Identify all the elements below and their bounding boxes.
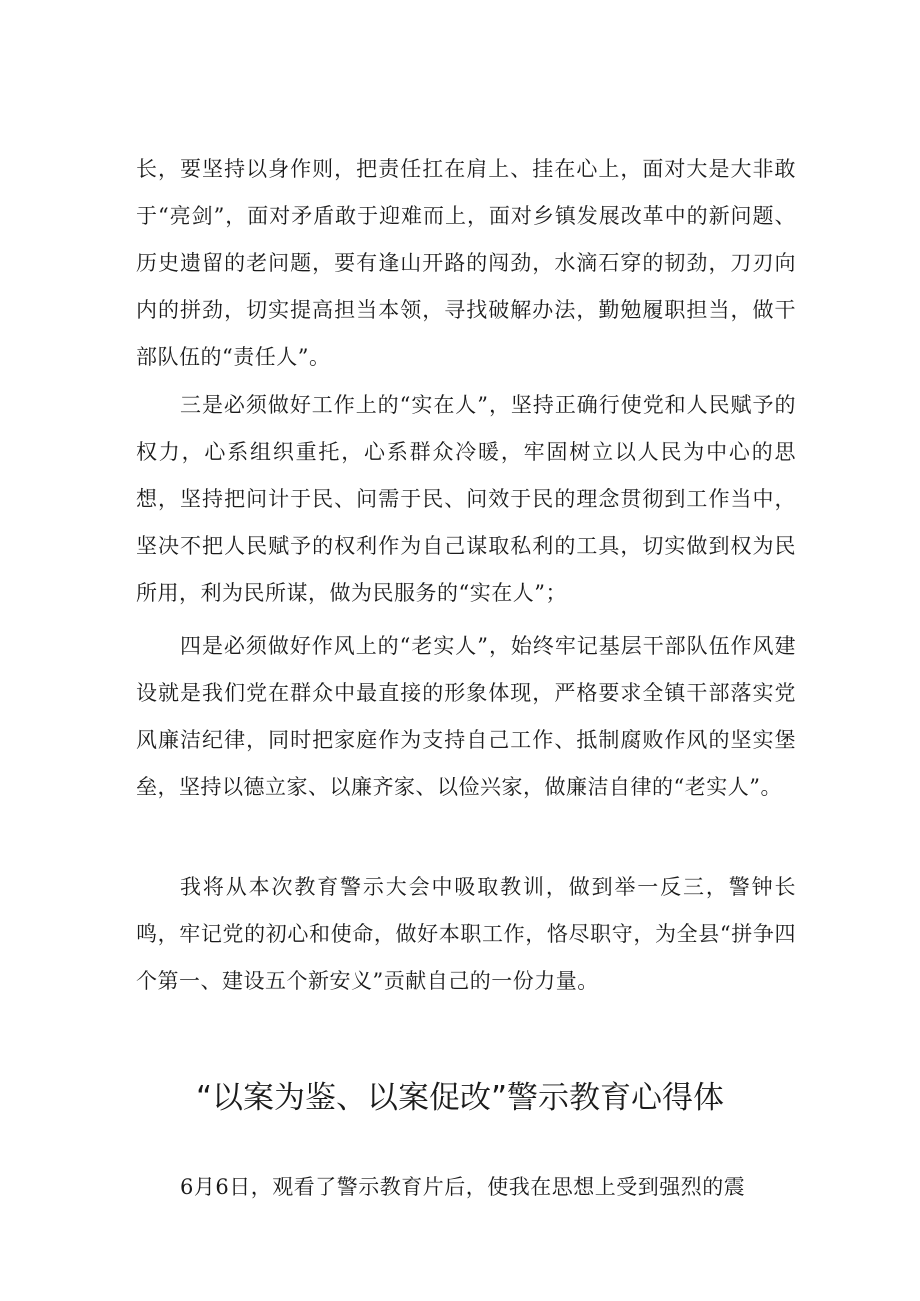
paragraph-practical-person: 三是必须做好工作上的“实在人”，坚持正确行使党和人民赋予的权力，心系组织重托，心系群众冷暖，牢固树立以人民为中心的思想，坚持把问计于民、问需于民、问效于民的理念贯彻到工作当中，坚决不把人民赋予的权利作为自己谋取私利的工具，切实做到权为民所用，利为民所谋，做为民服务的“实在人”； xyxy=(136,393,796,605)
paragraph-next-intro: 6月6日，观看了警示教育片后，使我在思想上受到强烈的震 xyxy=(180,1175,746,1199)
paragraph-honest-person: 四是必须做好作风上的“老实人”，始终牢记基层干部队伍作风建设就是我们党在群众中最直接的形象体现，严格要求全镇干部落实党风廉洁纪律，同时把家庭作为支持自己工作、抵制腐败作风的坚实堡垒，坚持以德立家、以廉齐家、以俭兴家，做廉洁自律的“老实人”。 xyxy=(136,634,796,799)
paragraph-responsibility: 长，要坚持以身作则，把责任扛在肩上、挂在心上，面对大是大非敢于“亮剑”，面对矛盾敢于迎难而上，面对乡镇发展改革中的新问题、历史遗留的老问题，要有逢山开路的闯劲，水滴石穿的韧劲，刀刃向内的拼劲，切实提高担当本领，寻找破解办法，勤勉履职担当，做干部队伍的“责任人”。 xyxy=(136,157,796,369)
paragraph-conclusion: 我将从本次教育警示大会中吸取教训，做到举一反三，警钟长鸣，牢记党的初心和使命，做好本职工作，恪尽职守，为全县“拼争四个第一、建设五个新安义”贡献自己的一份力量。 xyxy=(136,875,796,993)
section-title: “以案为鉴、以案促改”警示教育心得体 xyxy=(195,1080,725,1116)
